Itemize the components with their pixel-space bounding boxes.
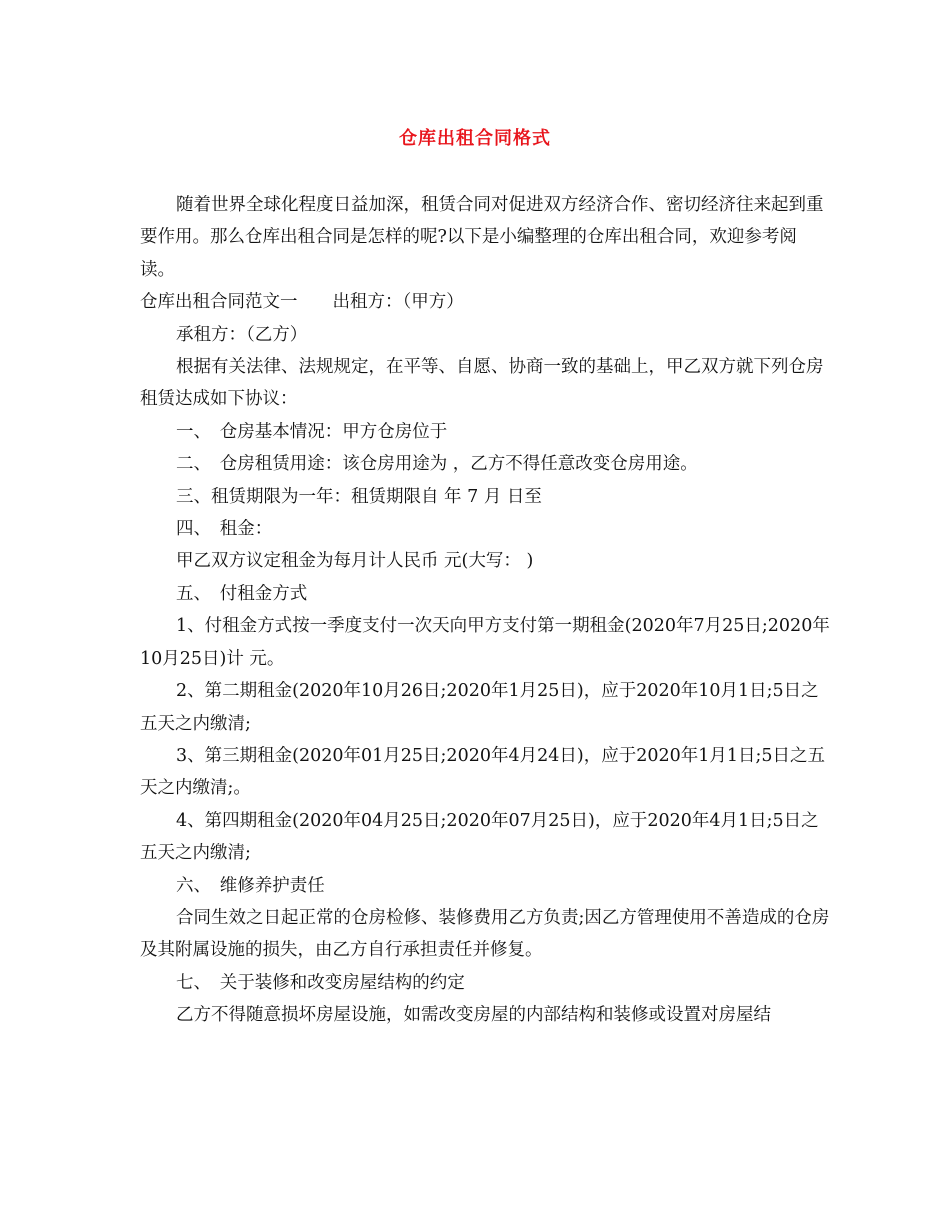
paragraph-basis: 根据有关法律、法规规定，在平等、自愿、协商一致的基础上，甲乙双方就下列仓房租赁达成如下协议： — [140, 357, 824, 410]
clause-6-body: 合同生效之日起正常的仓房检修、装修费用乙方负责;因乙方管理使用不善造成的仓房及其附属设施的损失，由乙方自行承担责任并修复。 — [140, 907, 830, 961]
paragraph-sample-header: 仓库出租合同范文一 出租方：（甲方） — [140, 292, 464, 313]
clause-5-item-3: 3、第三期租金(2020年01月25日;2020年4月24日)，应于2020年1月1日;5日之五天之内缴清;。 — [140, 745, 826, 799]
clause-2: 二、 仓房租赁用途：该仓房用途为 ，乙方不得任意改变仓房用途。 — [176, 454, 698, 475]
clause-5-item-2: 2、第二期租金(2020年10月26日;2020年1月25日)，应于2020年10月1日;5日之五天之内缴清; — [140, 681, 819, 734]
paragraph-intro: 随着世界全球化程度日益加深，租赁合同对促进双方经济合作、密切经济往来起到重要作用。那么仓库出租合同是怎样的呢?以下是小编整理的仓库出租合同，欢迎参考阅读。 — [140, 195, 824, 280]
clause-4: 四、 租金： — [176, 519, 273, 540]
clause-6: 六、 维修养护责任 — [176, 875, 325, 896]
clause-3: 三、租赁期限为一年：租赁期限自 年 7 月 日至 — [176, 486, 542, 507]
paragraph-lessee: 承租方：（乙方） — [176, 324, 308, 345]
clause-4-rent: 甲乙双方议定租金为每月计人民币 元(大写： ) — [176, 551, 534, 572]
clause-1: 一、 仓房基本情况：甲方仓房位于 — [176, 421, 448, 442]
clause-7-body: 乙方不得随意损坏房屋设施，如需改变房屋的内部结构和装修或设置对房屋结 — [176, 1005, 771, 1026]
document-title: 仓库出租合同格式 — [399, 128, 551, 149]
document-body — [140, 189, 830, 1032]
clause-7: 七、 关于装修和改变房屋结构的约定 — [176, 972, 465, 993]
clause-5: 五、 付租金方式 — [176, 583, 308, 604]
clause-5-item-1: 1、付租金方式按一季度支付一次天向甲方支付第一期租金(2020年7月25日;2020年10月25日)计 元。 — [140, 616, 830, 669]
clause-5-item-4: 4、第四期租金(2020年04月25日;2020年07月25日)，应于2020年4月1日;5日之五天之内缴清; — [140, 810, 819, 864]
